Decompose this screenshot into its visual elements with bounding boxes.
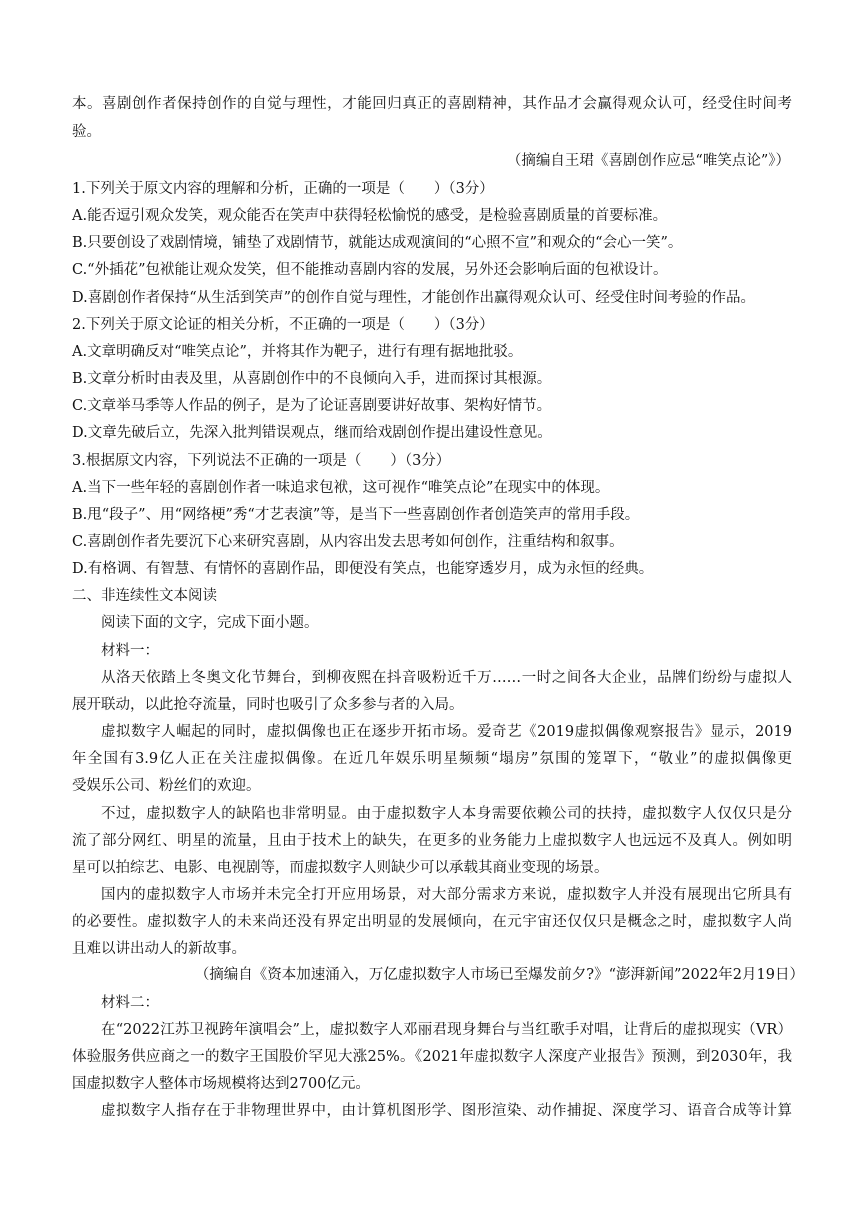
passage-line: 国虚拟数字人整体市场规模将达到2700亿元。: [72, 1076, 370, 1093]
question-1-option-d: D.喜剧创作者保持“从生活到笑声”的创作自觉与理性，才能创作出赢得观众认可、经受住时间考验的作品。: [72, 290, 756, 306]
passage-line: 国内的虚拟数字人市场并未完全打开应用场景，对大部分需求方来说，虚拟数字人并没有展现出它所具有: [101, 886, 792, 903]
question-3-option-d: D.有格调、有智慧、有情怀的喜剧作品，即便没有笑点，也能穿透岁月，成为永恒的经典。: [72, 561, 654, 577]
passage-line: 本。喜剧创作者保持创作的自觉与理性，才能回归真正的喜剧精神，其作品才会赢得观众认可，经受住时间考: [72, 96, 792, 112]
passage-line: 从洛天依踏上冬奥文化节舞台，到柳夜熙在抖音吸粉近千万……一时之间各大企业，品牌们纷纷与虚拟人: [101, 670, 792, 686]
question-2-option-a: A.文章明确反对“唯笑点论”，并将其作为靶子，进行有理有据地批驳。: [72, 344, 523, 360]
passage-line: 流了部分网红、明星的流量，且由于技术上的缺失，在更多的业务能力上虚拟数字人也远远不及真人。例如明: [72, 832, 792, 849]
question-1-option-b: B.只要创设了戏剧情境，铺垫了戏剧情节，就能达成观演间的“心照不宣”和观众的“会心一笑”。: [72, 235, 683, 251]
material-2-label: 材料二：: [101, 995, 159, 1011]
passage-line: 验。: [72, 124, 101, 140]
passage-line: 虚拟数字人崛起的同时，虚拟偶像也正在逐步开拓市场。爱奇艺《2019虚拟偶像观察报告》显示，2019: [101, 724, 792, 741]
section-instruction: 阅读下面的文字，完成下面小题。: [101, 615, 319, 631]
material-1-label: 材料一：: [101, 643, 159, 659]
question-3-option-c: C.喜剧创作者先要沉下心来研究喜剧，从内容出发去思考如何创作，注重结构和叙事。: [72, 534, 624, 550]
question-3-option-a: A.当下一些年轻的喜剧创作者一味追求包袱，这可视作“唯笑点论”在现实中的体现。: [72, 480, 610, 496]
question-3-option-b: B.甩“段子”、用“网络梗”秀“才艺表演”等，是当下一些喜剧创作者创造笑声的常用手段。: [72, 507, 640, 523]
passage-line: 且难以讲出动人的新故事。: [72, 941, 246, 957]
question-3-stem: 3.根据原文内容，下列说法不正确的一项是（ ）（3分）: [72, 453, 451, 469]
question-1-option-a: A.能否逗引观众发笑，观众能否在笑声中获得轻松愉悦的感受，是检验喜剧质量的首要标准。: [72, 208, 668, 224]
passage-line: 星可以拍综艺、电影、电视剧等，而虚拟数字人则缺少可以承载其商业变现的场景。: [72, 859, 609, 876]
material-1-source: （摘编自《资本加速涌入，万亿虚拟数字人市场已至爆发前夕?》“澎湃新闻”2022年2月19日）: [194, 967, 804, 983]
question-1-option-c: C.“外插花”包袱能让观众发笑，但不能推动喜剧内容的发展，另外还会影响后面的包袱设计。: [72, 262, 668, 278]
passage-line: 在“2022江苏卫视跨年演唱会”上，虚拟数字人邓丽君现身舞台与当红歌手对唱，让背后的虚拟现实（VR）: [101, 1022, 792, 1038]
section-heading: 二、非连续性文本阅读: [72, 588, 217, 604]
question-2-stem: 2.下列关于原文论证的相关分析，不正确的一项是（ ）（3分）: [72, 317, 494, 333]
passage-line: 体验服务供应商之一的数字王国股价罕见大涨25%。《2021年虚拟数字人深度产业报告》预测，到2030年，我: [72, 1049, 792, 1066]
passage-line: 虚拟数字人指存在于非物理世界中，由计算机图形学、图形渲染、动作捕捉、深度学习、语音合成等计算: [101, 1103, 792, 1120]
passage-line: 年全国有3.9亿人正在关注虚拟偶像。在近几年娱乐明星频频“塌房”氛围的笼罩下，“敬业”的虚拟偶像更: [72, 751, 792, 768]
passage-line: 展开联动，以此抢夺流量，同时也吸引了众多参与者的入局。: [72, 697, 464, 714]
question-2-option-b: B.文章分析时由表及里，从喜剧创作中的不良倾向入手，进而探讨其根源。: [72, 371, 552, 387]
passage-line: 不过，虚拟数字人的缺陷也非常明显。由于虚拟数字人本身需要依赖公司的扶持，虚拟数字人仅仅只是分: [101, 805, 792, 822]
passage-line: 受娱乐公司、粉丝们的欢迎。: [72, 778, 261, 795]
question-2-option-c: C.文章举马季等人作品的例子，是为了论证喜剧要讲好故事、架构好情节。: [72, 398, 552, 414]
question-2-option-d: D.文章先破后立，先深入批判错误观点，继而给戏剧创作提出建设性意见。: [72, 425, 552, 441]
question-1-stem: 1.下列关于原文内容的理解和分析，正确的一项是（ ）（3分）: [72, 181, 494, 197]
passage-line: 的必要性。虚拟数字人的未来尚还没有界定出明显的发展倾向，在元宇宙还仅仅只是概念之时，虚拟数字人尚: [72, 913, 792, 930]
source-citation: （摘编自王珺《喜剧创作应忌“唯笑点论”》）: [506, 153, 790, 169]
